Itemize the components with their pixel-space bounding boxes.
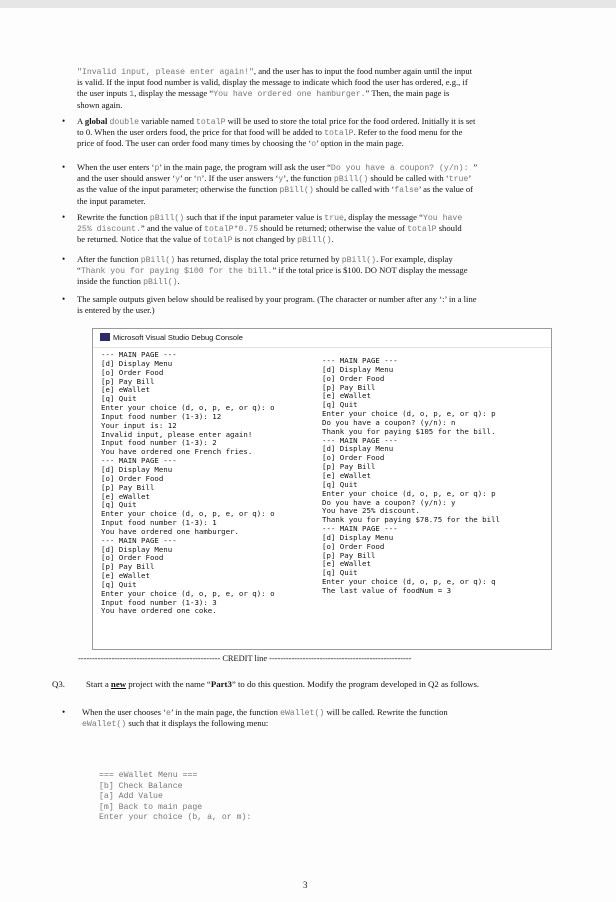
- text-line: [77, 162, 555, 173]
- console-line: [e] eWallet: [101, 385, 150, 395]
- text-run: is not changed by: [232, 234, 298, 245]
- console-screenshot: [92, 328, 552, 650]
- text-line: [77, 223, 555, 234]
- text-run: variable named: [138, 116, 197, 126]
- text-line: [77, 66, 555, 77]
- text-line: [77, 276, 555, 287]
- text-run: The sample outputs given below should be realised by your program. (The character or number after any ‘:’ in a line: [77, 294, 477, 304]
- text-run: is valid. If the input food number is valid, display the message to indicate which food the user has ordered, e.g., if: [77, 77, 468, 88]
- console-line: [d] Display Menu: [101, 464, 173, 474]
- console-line: Enter your choice (d, o, p, e, or q): q: [322, 577, 496, 587]
- inline-code: pBill(): [149, 214, 185, 223]
- text-line: [77, 234, 555, 245]
- text-run: should be returned; otherwise the value of: [258, 223, 408, 234]
- text-run: price of food. The user can order food many times by choosing the ‘: [77, 138, 312, 149]
- console-line: [q] Quit: [101, 579, 137, 589]
- text-line: [77, 305, 555, 316]
- text-line: [77, 138, 555, 149]
- console-line: --- MAIN PAGE ---: [101, 535, 177, 545]
- text-run: When the user enters ‘: [77, 162, 155, 172]
- text-run: the user inputs: [77, 88, 130, 99]
- console-line: [d] Display Menu: [322, 532, 394, 542]
- text-run: Rewrite the function: [77, 212, 150, 222]
- console-line: Do you have a coupon? (y/n): n: [322, 417, 456, 427]
- text-line: [77, 294, 555, 305]
- text-run: , and the user has to input the food number again until the input: [253, 66, 473, 76]
- inline-code: pBill(): [297, 236, 332, 246]
- text-run: . Refer to the food menu for the: [353, 127, 463, 138]
- bullet-q3: •: [62, 707, 66, 717]
- bullet: •: [62, 254, 66, 264]
- text-run: shown again.: [77, 99, 123, 110]
- q3-bullet-text: [82, 707, 554, 729]
- console-title: Microsoft Visual Studio Debug Console: [113, 333, 243, 342]
- text-run: , display the message “: [134, 88, 214, 99]
- text-run: and the user should answer ‘: [77, 173, 176, 184]
- text-line: [77, 127, 555, 138]
- console-line: [q] Quit: [101, 394, 137, 404]
- console-line: Enter your choice (d, o, p, e, or q): o: [101, 509, 275, 519]
- bullet: •: [62, 116, 66, 126]
- console-line: Enter your choice (d, o, p, e, or q): o: [101, 588, 275, 598]
- console-line: Your input is: 12: [101, 420, 177, 430]
- page-number: 3: [303, 880, 308, 890]
- menu-line: === eWallet Menu ===: [99, 771, 198, 780]
- inline-code: pBill(): [333, 175, 369, 185]
- text-run: When the user chooses ‘: [82, 707, 166, 717]
- inline-code: e: [166, 709, 171, 718]
- text-line: [77, 265, 555, 276]
- bold-text: global: [84, 116, 108, 126]
- text-run: After the function: [77, 254, 141, 264]
- text-run: ’ or ‘: [180, 173, 197, 184]
- inline-code: totalP: [407, 225, 437, 235]
- console-line: [q] Quit: [322, 568, 358, 578]
- console-line: [q] Quit: [322, 479, 358, 489]
- text-run: .: [331, 234, 334, 245]
- inline-code: You have ordered one hamburger.: [213, 90, 366, 100]
- text-run: should be called with ‘: [368, 173, 449, 184]
- menu-line: [a] Add Value: [99, 792, 163, 802]
- text-line: [77, 196, 555, 207]
- inline-code: 25% discount.: [77, 225, 141, 235]
- menu-line: [m] Back to main page: [99, 802, 203, 812]
- inline-code: false: [394, 186, 419, 196]
- inline-code: y: [278, 175, 284, 185]
- inline-code: y: [175, 175, 181, 185]
- inline-code: totalP: [324, 129, 354, 139]
- inline-code: eWallet(): [280, 709, 325, 718]
- menu-line: [b] Check Balance: [99, 781, 183, 791]
- console-line: [e] eWallet: [322, 559, 371, 569]
- text-line: [77, 212, 555, 223]
- viewer-top-bar: [0, 0, 616, 8]
- inline-code: pBill(): [143, 278, 178, 288]
- inline-code: pBill(): [140, 256, 176, 265]
- text-run: is entered by the user.): [77, 305, 155, 316]
- text-run: .: [177, 276, 180, 287]
- inline-code: n: [196, 175, 202, 185]
- text-line: [77, 254, 555, 265]
- text-line: [77, 88, 555, 99]
- console-line: [d] Display Menu: [322, 444, 394, 454]
- console-line: Input food number (1-3): 1: [101, 518, 217, 528]
- console-title-bar: [93, 329, 551, 348]
- text-run: as the value of the input parameter; otherwise the function: [77, 184, 280, 195]
- text-line: [77, 184, 555, 195]
- inline-code: Thank you for paying $100 for the bill.: [80, 267, 273, 277]
- paragraph: [77, 254, 555, 288]
- inline-code: totalP: [196, 118, 226, 127]
- text-run: A: [77, 116, 85, 126]
- text-run: ’ as the value of: [418, 184, 474, 195]
- inline-code: eWallet(): [82, 720, 127, 730]
- text-run: ” if the total price is $100. DO NOT display the message: [272, 265, 468, 276]
- text-run: should be called with ‘: [313, 184, 395, 195]
- text-run: ’, the function: [283, 173, 334, 184]
- console-line: --- MAIN PAGE ---: [101, 350, 177, 359]
- console-line: [o] Order Food: [101, 367, 164, 377]
- console-line: [e] eWallet: [322, 470, 371, 480]
- text-run: . For example, display: [376, 254, 453, 264]
- console-line: [e] eWallet: [322, 391, 371, 401]
- console-app-icon: [100, 333, 110, 341]
- text-run: such that it displays the following menu:: [126, 718, 269, 729]
- console-line: You have ordered one coke.: [101, 606, 217, 616]
- console-line: [e] eWallet: [101, 491, 150, 501]
- console-line: [o] Order Food: [322, 453, 385, 463]
- text-run: will be called. Rewrite the function: [324, 707, 448, 717]
- console-output-right: [322, 357, 500, 596]
- question-text: Start a new project with the name “Part3” to do this question. Modify the program developed in Q2 as follows.: [86, 679, 480, 689]
- text-run: be returned. Notice that the value of: [77, 234, 203, 245]
- text-line: [82, 718, 554, 729]
- text-run: , display the message “: [343, 212, 423, 222]
- text-run: ” and the value of: [140, 223, 205, 234]
- console-line: Invalid input, please enter again!: [101, 429, 253, 439]
- inline-code: Do you have a coupon? (y/n):: [330, 164, 474, 173]
- console-line: The last value of foodNum = 3: [322, 585, 452, 595]
- menu-line: Enter your choice (b, a, or m):: [99, 813, 252, 823]
- console-line: [q] Quit: [322, 400, 358, 410]
- ewallet-menu-listing: [99, 771, 251, 824]
- console-line: Enter your choice (d, o, p, e, or q): p: [322, 409, 496, 419]
- console-line: [e] eWallet: [101, 571, 150, 581]
- bullet: •: [62, 162, 66, 172]
- inline-code: double: [109, 118, 139, 127]
- inline-code: true: [324, 214, 344, 223]
- text-run: ”: [473, 162, 478, 172]
- text-run: “: [77, 265, 81, 276]
- paragraph: [77, 162, 555, 207]
- console-line: You have ordered one hamburger.: [101, 526, 239, 536]
- text-run: will be used to store the total price for the food ordered. Initially it is set: [225, 116, 476, 126]
- inline-code: You have: [422, 214, 463, 223]
- console-line: You have ordered one French fries.: [101, 447, 253, 457]
- console-line: --- MAIN PAGE ---: [101, 456, 177, 466]
- text-run: has returned, display the total price returned by: [175, 254, 342, 264]
- console-line: --- MAIN PAGE ---: [322, 524, 398, 534]
- text-run: such that if the input parameter value is: [184, 212, 325, 222]
- console-line: [p] Pay Bill: [101, 562, 155, 572]
- bullet: •: [62, 294, 66, 304]
- console-line: --- MAIN PAGE ---: [322, 435, 398, 445]
- inline-code: totalP*0.75: [204, 225, 259, 235]
- console-line: Input food number (1-3): 12: [101, 411, 222, 421]
- credit-line: --------------------------------------------------- CREDIT line ---------------------------------------------------: [78, 654, 412, 663]
- text-run: the input parameter.: [77, 195, 146, 206]
- text-run: ’ in the main page, the function: [170, 707, 281, 717]
- text-run: ” Then, the main page is: [365, 88, 450, 99]
- console-line: [q] Quit: [101, 500, 137, 510]
- console-line: [d] Display Menu: [101, 544, 173, 554]
- inline-code: p: [154, 164, 160, 173]
- console-line: Enter your choice (d, o, p, e, or q): p: [322, 488, 496, 498]
- inline-code: pBill(): [279, 186, 314, 196]
- console-line: Thank you for paying $105 for the bill.: [322, 426, 496, 436]
- document-page: [0, 8, 616, 902]
- console-line: [d] Display Menu: [322, 364, 394, 374]
- text-run: ’ option in the main page.: [316, 138, 404, 149]
- text-run: inside the function: [77, 276, 144, 287]
- bullet: •: [62, 212, 66, 222]
- console-output-left: [101, 351, 275, 616]
- console-line: [o] Order Food: [101, 473, 164, 483]
- paragraph: [77, 294, 555, 316]
- question-number: Q3.: [52, 679, 65, 689]
- text-line: [82, 707, 554, 718]
- text-line: [77, 116, 555, 127]
- inline-code: "Invalid input, please enter again!": [77, 68, 254, 77]
- console-line: [p] Pay Bill: [101, 482, 155, 492]
- inline-code: totalP: [203, 236, 233, 246]
- text-line: [77, 77, 555, 88]
- paragraph: [77, 66, 555, 111]
- console-line: Enter your choice (d, o, p, e, or q): o: [101, 403, 275, 413]
- console-line: [o] Order Food: [322, 541, 385, 551]
- text-run: ’: [468, 173, 472, 184]
- inline-code: true: [448, 175, 469, 185]
- console-line: Do you have a coupon? (y/n): y: [322, 497, 456, 507]
- inline-code: 1: [129, 90, 135, 100]
- console-line: [o] Order Food: [322, 373, 385, 383]
- console-line: Input food number (1-3): 3: [101, 597, 217, 607]
- console-line: Thank you for paying $78.75 for the bill: [322, 515, 500, 525]
- text-line: [77, 100, 555, 111]
- inline-code: pBill(): [341, 256, 377, 265]
- paragraph: [77, 116, 555, 150]
- paragraph: [77, 212, 555, 246]
- console-line: You have 25% discount.: [322, 506, 420, 516]
- text-run: ’ in the main page, the program will ask the user “: [159, 162, 331, 172]
- text-run: to 0. When the user orders food, the price for that food will be added to: [77, 127, 325, 138]
- console-line: [d] Display Menu: [101, 358, 173, 368]
- console-line: [p] Pay Bill: [322, 462, 376, 472]
- console-line: --- MAIN PAGE ---: [322, 356, 398, 365]
- console-line: [o] Order Food: [101, 553, 164, 563]
- inline-code: o: [311, 140, 317, 150]
- console-line: [p] Pay Bill: [322, 550, 376, 560]
- text-run: ’. If the user answers ‘: [201, 173, 279, 184]
- console-line: [p] Pay Bill: [101, 376, 155, 386]
- text-run: should: [436, 223, 462, 234]
- text-line: [77, 173, 555, 184]
- console-line: [p] Pay Bill: [322, 382, 376, 392]
- console-line: Input food number (1-3): 2: [101, 438, 217, 448]
